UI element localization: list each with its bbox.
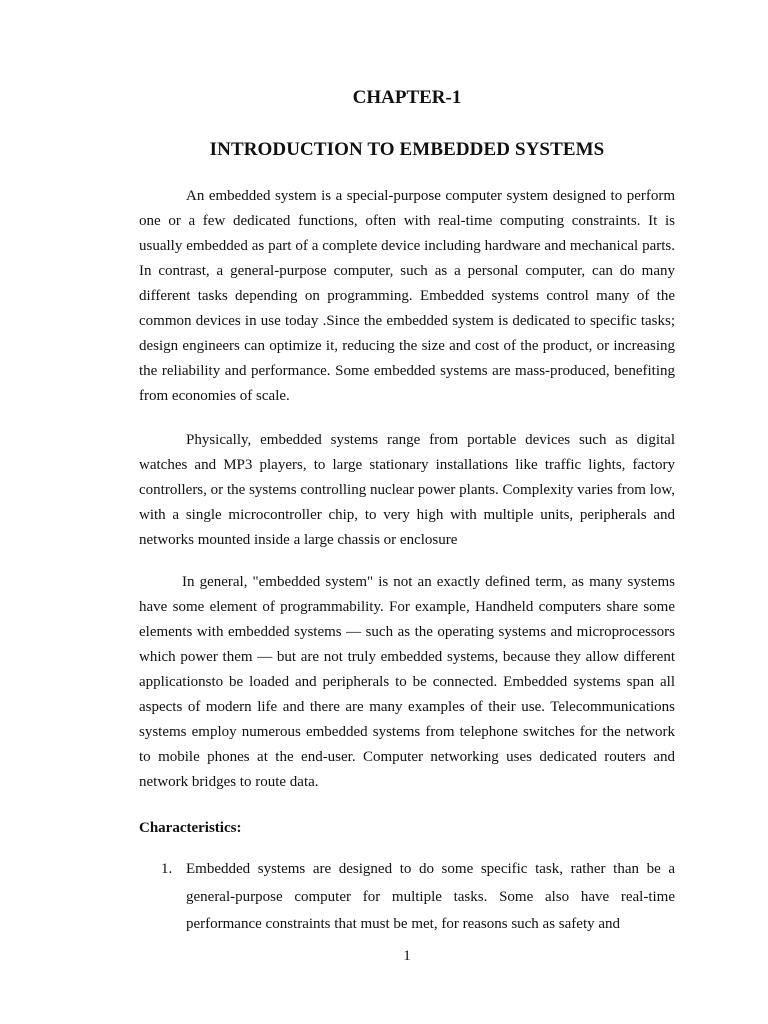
characteristics-list bbox=[139, 856, 675, 939]
paragraph-general-definition: In general, "embedded system" is not an exactly defined term, as many systems have some element of programmability. For example, Handheld computers share some elements with embedded systems — such as the operating systems and microprocessors which power them — but are not truly embedded systems, because they allow different applicationsto be loaded and peripherals to be connected. Embedded systems span all aspects of modern life and there are many examples of their use. Telecommunications systems employ numerous embedded systems from telephone switches for the network to mobile phones at the end-user. Computer networking uses dedicated routers and network bridges to route data. bbox=[139, 574, 675, 790]
list-item-number: 1. bbox=[161, 861, 173, 877]
chapter-label: CHAPTER-1 bbox=[352, 87, 462, 108]
paragraph-intro: An embedded system is a special-purpose computer system designed to perform one or a few dedicated functions, often with real-time computing constraints. It is usually embedded as part of a complete device including hardware and mechanical parts. In contrast, a general-purpose computer, such as a personal computer, can do many different tasks depending on programming. Embedded systems control many of the common devices in use today .Since the embedded system is dedicated to specific tasks; design engineers can optimize it, reducing the size and cost of the product, or increasing the reliability and performance. Some embedded systems are mass-produced, benefiting from economies of scale. bbox=[139, 188, 675, 404]
list-item-text: Embedded systems are designed to do some specific task, rather than be a general-purpose computer for multiple tasks. Some also have real-time performance constraints that must be met, for reasons such as safety and bbox=[186, 861, 675, 932]
chapter-title: INTRODUCTION TO EMBEDDED SYSTEMS bbox=[209, 139, 605, 160]
list-item bbox=[139, 856, 675, 939]
characteristics-heading: Characteristics: bbox=[139, 820, 242, 836]
page-number: 1 bbox=[403, 948, 411, 964]
paragraph-physical-range: Physically, embedded systems range from portable devices such as digital watches and MP3 players, to large stationary installations like traffic lights, factory controllers, or the systems controlling nuclear power plants. Complexity varies from low, with a single microcontroller chip, to very high with multiple units, peripherals and networks mounted inside a large chassis or enclosure bbox=[139, 432, 675, 548]
